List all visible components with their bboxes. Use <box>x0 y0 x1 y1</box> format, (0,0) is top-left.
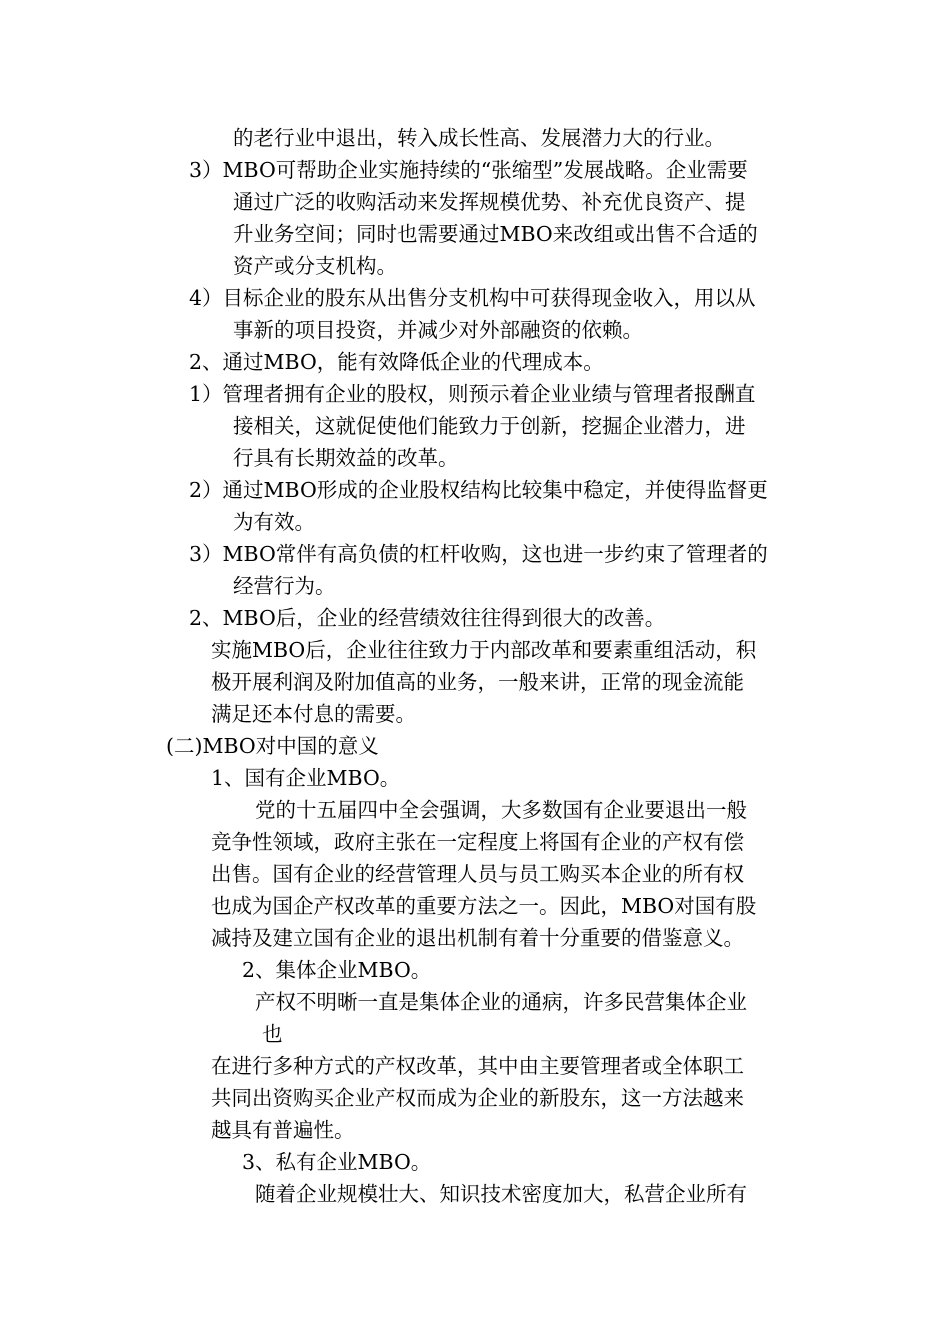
text-line: 事新的项目投资，并减少对外部融资的依赖。 <box>233 318 643 342</box>
text-line: 的老行业中退出，转入成长性高、发展潜力大的行业。 <box>233 126 725 150</box>
paragraph-line: 产权不明晰一直是集体企业的通病，许多民营集体企业 <box>255 990 747 1014</box>
text-line: 通过广泛的收购活动来发挥规模优势、补充优良资产、提 <box>233 190 746 214</box>
paragraph-line: 在进行多种方式的产权改革，其中由主要管理者或全体职工 <box>211 1054 744 1078</box>
section-heading: 2、通过MBO，能有效降低企业的代理成本。 <box>189 350 604 374</box>
text-line: 为有效。 <box>233 510 315 534</box>
paragraph-line: 越具有普遍性。 <box>211 1118 355 1142</box>
section-heading: 1、国有企业MBO。 <box>211 766 401 790</box>
paragraph-line: 党的十五届四中全会强调，大多数国有企业要退出一般 <box>255 798 747 822</box>
list-item-1: 1）管理者拥有企业的股权，则预示着企业业绩与管理者报酬直 <box>189 382 756 406</box>
paragraph-line: 出售。国有企业的经营管理人员与员工购买本企业的所有权 <box>211 862 744 886</box>
paragraph-line: 共同出资购买企业产权而成为企业的新股东，这一方法越来 <box>211 1086 744 1110</box>
text-line: 升业务空间；同时也需要通过MBO来改组或出售不合适的 <box>233 222 758 246</box>
section-heading: 2、MBO后，企业的经营绩效往往得到很大的改善。 <box>189 606 666 630</box>
chapter-heading: (二)MBO对中国的意义 <box>166 734 379 758</box>
list-item-3: 3）MBO可帮助企业实施持续的“张缩型”发展战略。企业需要 <box>189 158 748 182</box>
list-item-3: 3）MBO常伴有高负债的杠杆收购，这也进一步约束了管理者的 <box>189 542 768 566</box>
paragraph-line: 也成为国企产权改革的重要方法之一。因此，MBO对国有股 <box>211 894 757 918</box>
paragraph-line: 极开展利润及附加值高的业务，一般来讲，正常的现金流能 <box>211 670 744 694</box>
text-line: 资产或分支机构。 <box>233 254 397 278</box>
list-item-4: 4）目标企业的股东从出售分支机构中可获得现金收入，用以从 <box>189 286 756 310</box>
section-heading: 2、集体企业MBO。 <box>242 958 432 982</box>
paragraph-line: 实施MBO后，企业往往致力于内部改革和要素重组活动，积 <box>211 638 757 662</box>
text-line: 接相关，这就促使他们能致力于创新，挖掘企业潜力，进 <box>233 414 746 438</box>
paragraph-line: 竞争性领域，政府主张在一定程度上将国有企业的产权有偿 <box>211 830 744 854</box>
list-item-2: 2）通过MBO形成的企业股权结构比较集中稳定，并使得监督更 <box>189 478 768 502</box>
text-line: 经营行为。 <box>233 574 336 598</box>
text-line: 行具有长期效益的改革。 <box>233 446 459 470</box>
paragraph-line: 也 <box>262 1022 283 1046</box>
paragraph-line: 减持及建立国有企业的退出机制有着十分重要的借鉴意义。 <box>211 926 744 950</box>
paragraph-line: 随着企业规模壮大、知识技术密度加大，私营企业所有 <box>255 1182 747 1206</box>
paragraph-line: 满足还本付息的需要。 <box>211 702 416 726</box>
section-heading: 3、私有企业MBO。 <box>242 1150 432 1174</box>
